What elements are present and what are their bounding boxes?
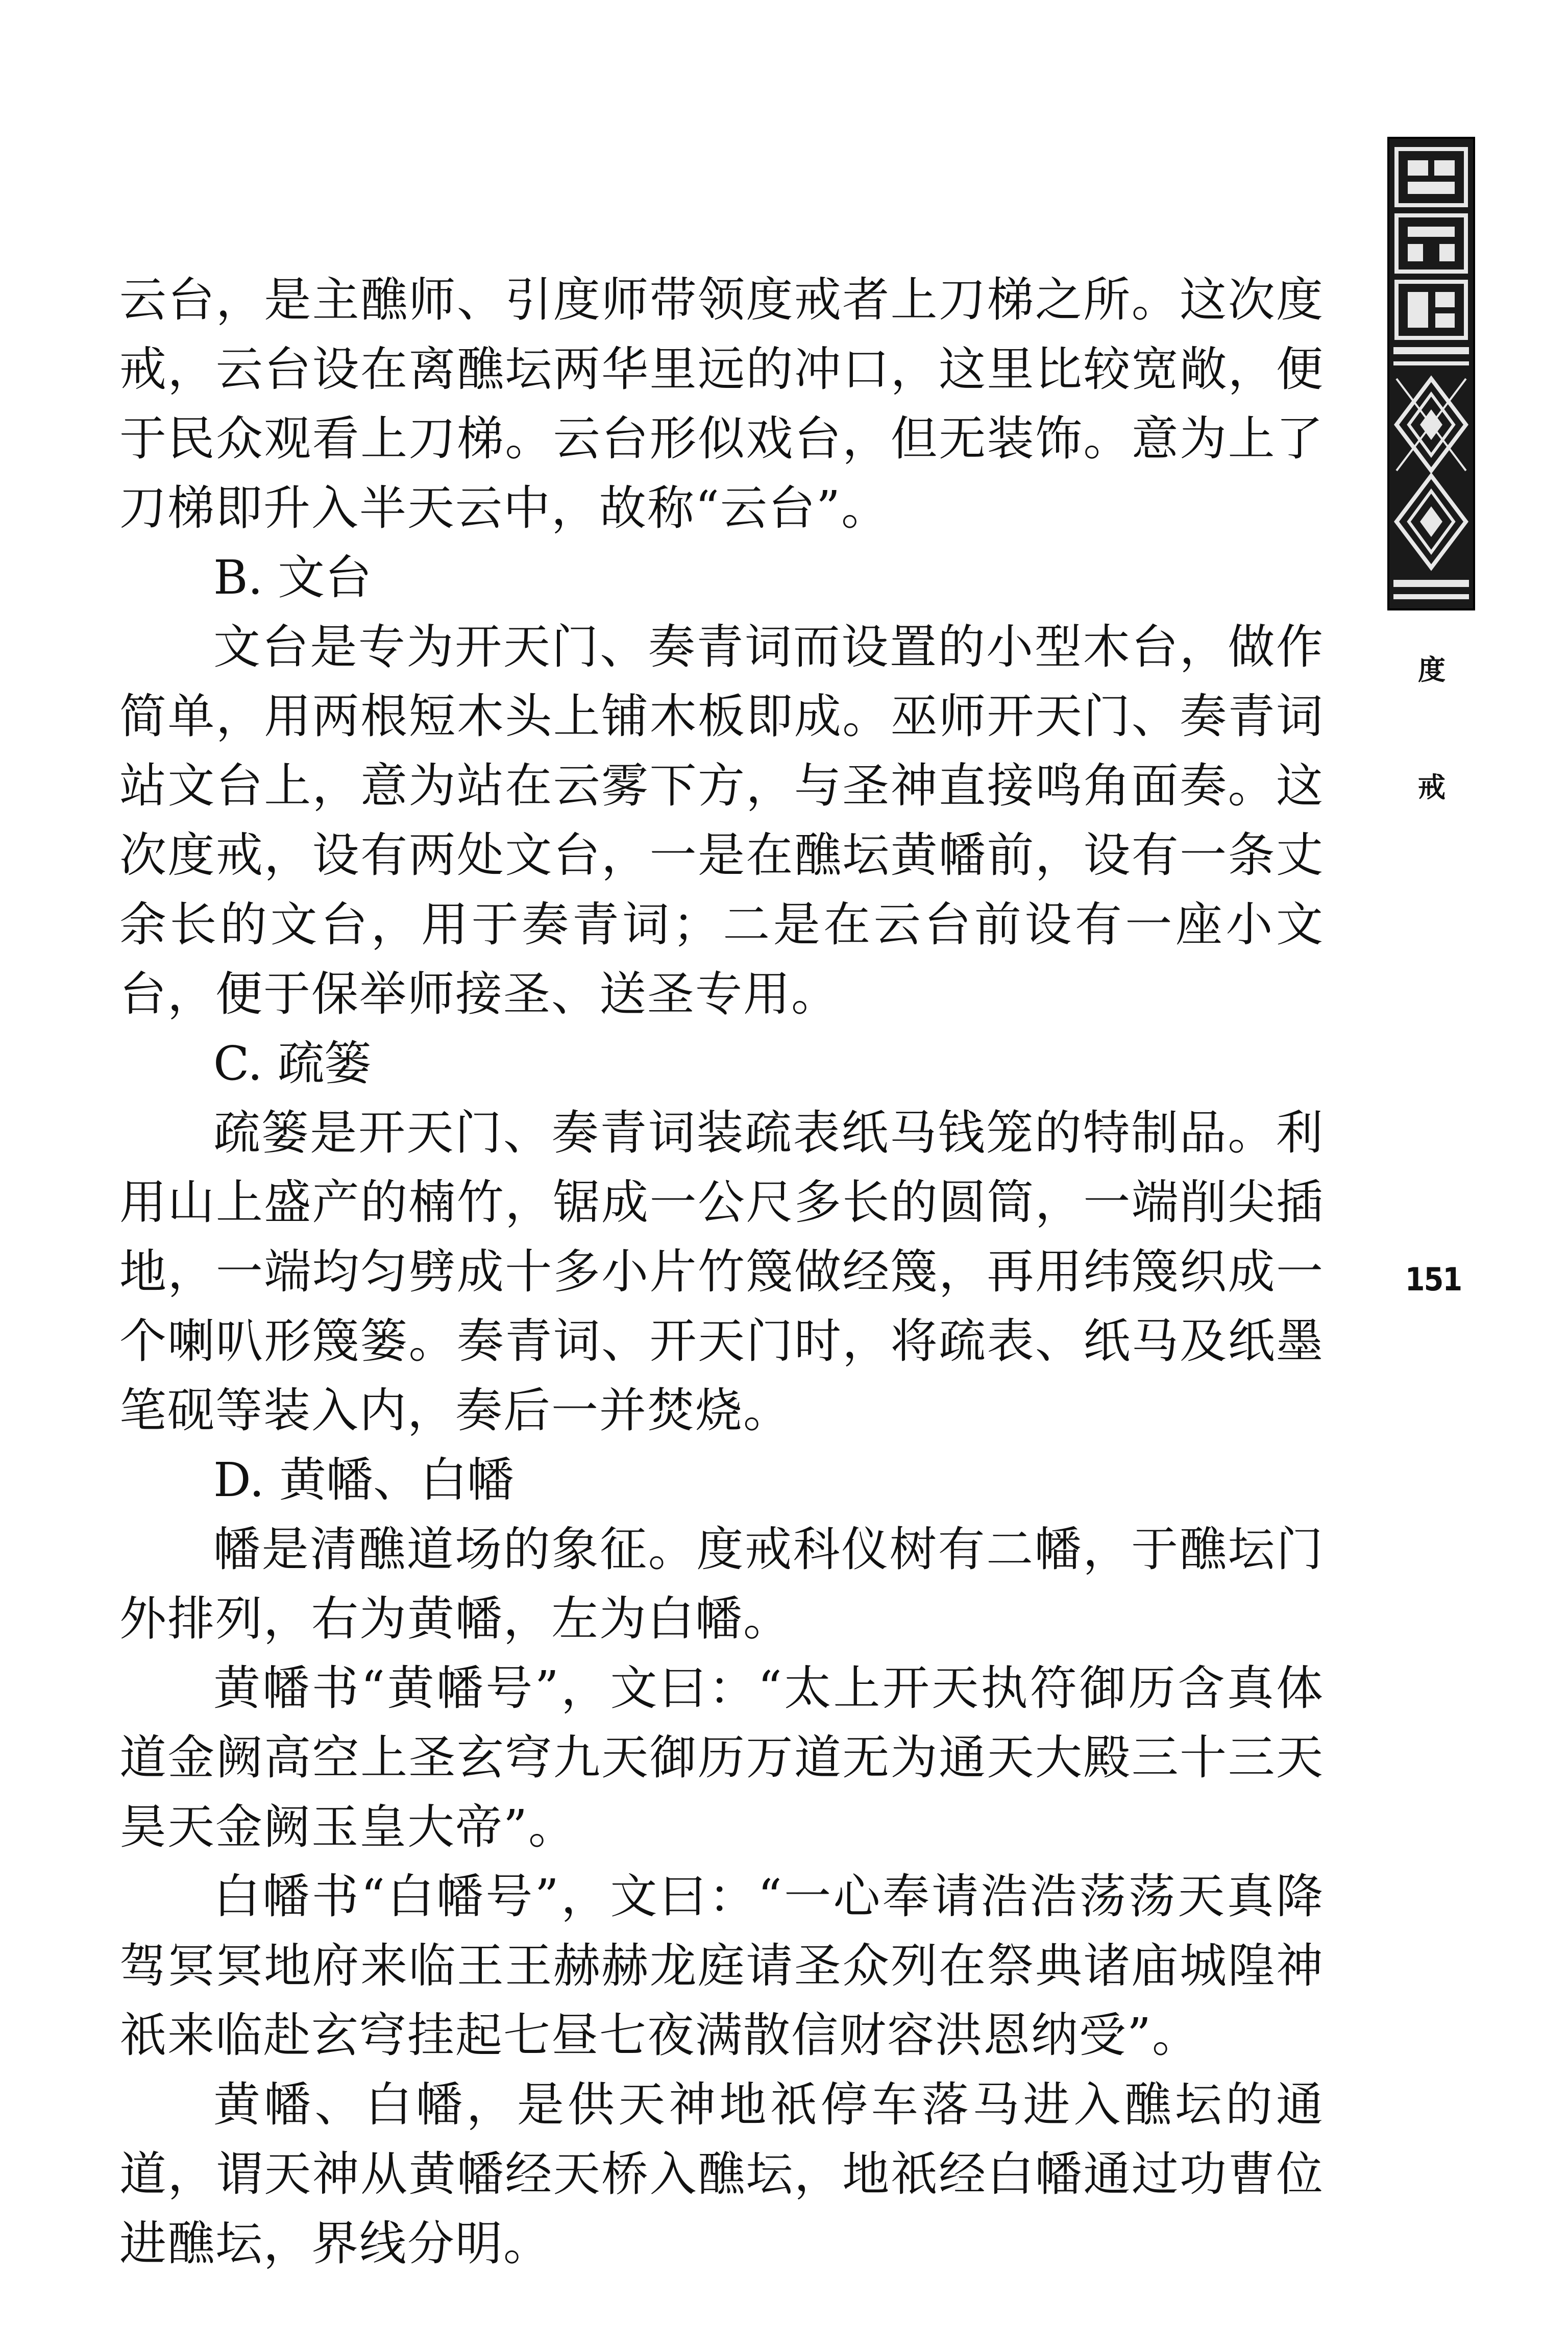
paragraph-yuntai: 云台，是主醮师、引度师带领度戒者上刀梯之所。这次度戒，云台设在离醮坛两华里远的冲口，这里比较宽敞，便于民众观看上刀梯。云台形似戏台，但无装饰。意为上了刀梯即升入半天云中，故称“云台”。 bbox=[119, 273, 1324, 535]
paragraph-baifan: 白幡书“白幡号”，文曰：“一心奉请浩浩荡荡天真降驾冥冥地府来临王王赫赫龙庭请圣众列在祭典诸庙城隍神祇来临赴玄穹挂起七昼七夜满散信财容洪恩纳受”。 bbox=[119, 1869, 1324, 2063]
body-text bbox=[119, 265, 1324, 2279]
paragraph-fan-intro: 幡是清醮道场的象征。度戒科仪树有二幡，于醮坛门外排列，右为黄幡，左为白幡。 bbox=[119, 1522, 1324, 1646]
heading-c: C. 疏篓 bbox=[213, 1036, 372, 1091]
heading-d: D. 黄幡、白幡 bbox=[213, 1453, 514, 1507]
pattern-icon bbox=[1389, 139, 1473, 608]
heading-b: B. 文台 bbox=[213, 550, 372, 605]
running-title-char-1: 度 bbox=[1418, 653, 1446, 686]
paragraph-shulou: 疏篓是开天门、奏青词装疏表纸马钱笼的特制品。利用山上盛产的楠竹，锯成一公尺多长的圆筒，一端削尖插地，一端均匀劈成十多小片竹篾做经篾，再用纬篾织成一个喇叭形篾篓。奏青词、开天门时，将疏表、纸马及纸墨笔砚等装入内，奏后一并焚烧。 bbox=[119, 1106, 1324, 1438]
decorative-emblem bbox=[1387, 137, 1475, 610]
page-number: 151 bbox=[1405, 1261, 1462, 1298]
paragraph-fan-path: 黄幡、白幡，是供天神地祇停车落马进入醮坛的通道，谓天神从黄幡经天桥入醮坛，地祇经白幡通过功曹位进醮坛，界线分明。 bbox=[119, 2077, 1324, 2271]
running-title-char-2: 戒 bbox=[1418, 771, 1446, 803]
paragraph-huangfan: 黄幡书“黄幡号”，文曰：“太上开天执符御历含真体道金阙高空上圣玄穹九天御历万道无为通天大殿三十三天昊天金阙玉皇大帝”。 bbox=[119, 1661, 1324, 1854]
paragraph-wentai: 文台是专为开天门、奏青词而设置的小型木台，做作简单，用两根短木头上铺木板即成。巫师开天门、奏青词站文台上，意为站在云雾下方，与圣神直接鸣角面奏。这次度戒，设有两处文台，一是在醮坛黄幡前，设有一条丈余长的文台，用于奏青词；二是在云台前设有一座小文台，便于保举师接圣、送圣专用。 bbox=[119, 620, 1324, 1021]
